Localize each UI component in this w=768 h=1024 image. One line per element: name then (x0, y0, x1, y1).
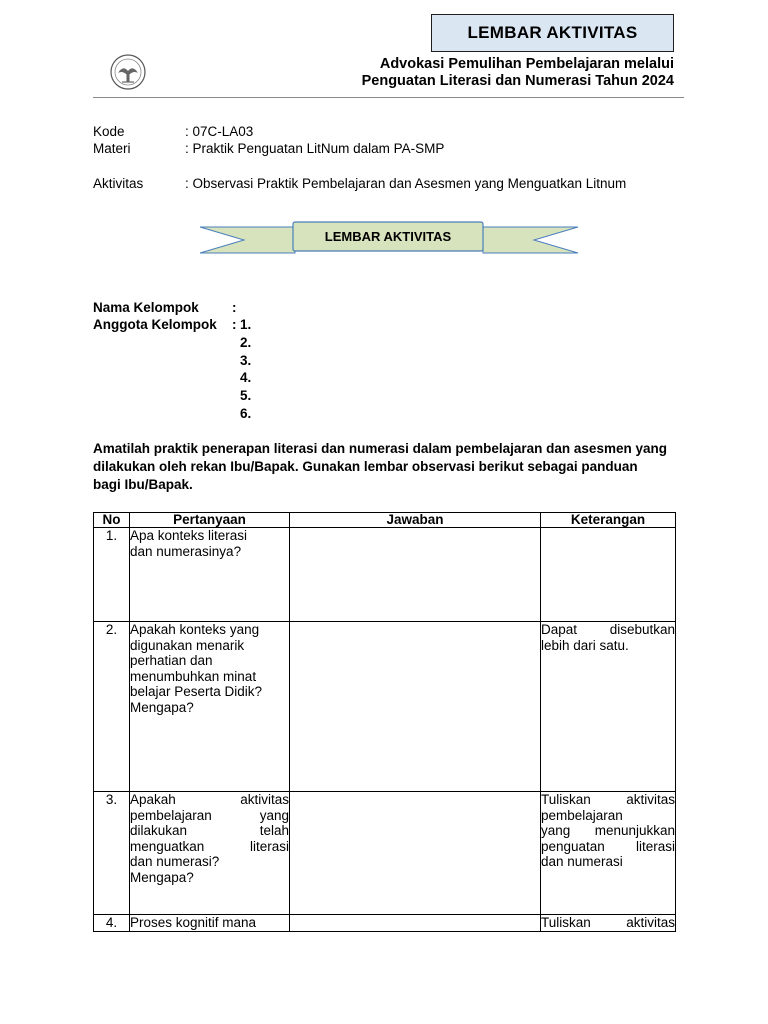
question-line: dilakukan telah (130, 823, 289, 838)
header-jawaban: Jawaban (290, 513, 541, 528)
instruction-paragraph: Amatilah praktik penerapan literasi dan numerasi dalam pembelajaran dan asesmen yang dilakukan oleh rekan Ibu/Bapak. Gunakan lembar observasi berikut sebagai panduan bagi Ibu/Bapak. (93, 441, 667, 492)
question-line: menguatkan literasi (130, 838, 289, 854)
member-number: 3. (240, 353, 252, 368)
answer-cell[interactable] (290, 915, 541, 932)
note-line: Dapat disebutkan (541, 622, 675, 637)
table-row (94, 792, 676, 915)
note-cell (541, 915, 676, 932)
note-cell (541, 792, 676, 915)
header-divider (93, 97, 684, 98)
note-line: yang menunjukkan (541, 823, 675, 838)
member-number: 5. (240, 388, 252, 403)
question-cell (130, 915, 290, 932)
row-number: 1. (94, 528, 130, 622)
aktivitas-value: : Observasi Praktik Pembelajaran dan Asesmen yang Menguatkan Litnum (185, 176, 627, 191)
question-line: Apakah konteks yang (130, 622, 260, 637)
question-line: dan numerasinya? (130, 543, 242, 559)
answer-cell[interactable] (290, 622, 541, 792)
answer-cell[interactable] (290, 792, 541, 915)
nama-kelompok-label: Nama Kelompok (93, 300, 199, 315)
question-cell (130, 792, 290, 915)
table-row (94, 528, 676, 622)
nama-kelompok-colon: : (232, 300, 237, 315)
question-line: Mengapa? (130, 869, 194, 885)
note-cell (541, 528, 676, 622)
note-cell (541, 622, 676, 792)
question-line: digunakan menarik (130, 637, 245, 653)
note-line: penguatan literasi (541, 838, 675, 854)
header-pertanyaan: Pertanyaan (130, 513, 290, 528)
observation-table (93, 512, 676, 932)
question-line: Apa konteks literasi (130, 528, 248, 543)
question-cell (130, 528, 290, 622)
note-line: dan numerasi (541, 854, 623, 869)
aktivitas-label: Aktivitas (93, 176, 144, 191)
row-number: 4. (94, 915, 130, 932)
question-line: belajar Peserta Didik? (130, 684, 263, 699)
question-line: pembelajaran yang (130, 807, 289, 823)
note-line: pembelajaran (541, 807, 623, 823)
header-title: LEMBAR AKTIVITAS (467, 23, 638, 42)
materi-value: : Praktik Penguatan LitNum dalam PA-SMP (185, 141, 445, 156)
question-line: perhatian dan (130, 653, 213, 668)
header-title-box (431, 14, 674, 52)
table-row (94, 915, 676, 932)
question-line: dan numerasi? (130, 854, 220, 869)
question-line: Apakah aktivitas (130, 792, 289, 807)
row-number: 3. (94, 792, 130, 915)
question-line: Proses kognitif mana (130, 915, 257, 930)
document-subtitle (362, 56, 674, 90)
materi-label: Materi (93, 141, 131, 156)
header-keterangan: Keterangan (541, 513, 676, 528)
anggota-kelompok-label: Anggota Kelompok (93, 317, 217, 332)
member-number: 4. (240, 370, 252, 385)
row-number: 2. (94, 622, 130, 792)
question-line: menumbuhkan minat (130, 668, 257, 684)
question-cell (130, 622, 290, 792)
table-row (94, 622, 676, 792)
kode-value: : 07C-LA03 (185, 124, 254, 139)
note-line: lebih dari satu. (541, 637, 629, 653)
member-number: 6. (240, 406, 252, 421)
member-number: 1. (240, 317, 252, 332)
note-line: Tuliskan aktivitas (541, 915, 675, 930)
header-no: No (94, 513, 130, 528)
answer-cell[interactable] (290, 528, 541, 622)
subtitle-line-1: Advokasi Pemulihan Pembelajaran melalui (379, 56, 674, 72)
member-number: 2. (240, 335, 252, 350)
tut-wuri-handayani-logo-icon (107, 53, 149, 91)
table-header-row (94, 513, 676, 528)
kode-label: Kode (93, 124, 125, 139)
note-line: Tuliskan aktivitas (541, 792, 675, 807)
subtitle-line-2: Penguatan Literasi dan Numerasi Tahun 2024 (361, 73, 674, 89)
banner-label: LEMBAR AKTIVITAS (324, 228, 452, 244)
question-line: Mengapa? (130, 699, 194, 715)
anggota-kelompok-colon: : (232, 317, 237, 332)
